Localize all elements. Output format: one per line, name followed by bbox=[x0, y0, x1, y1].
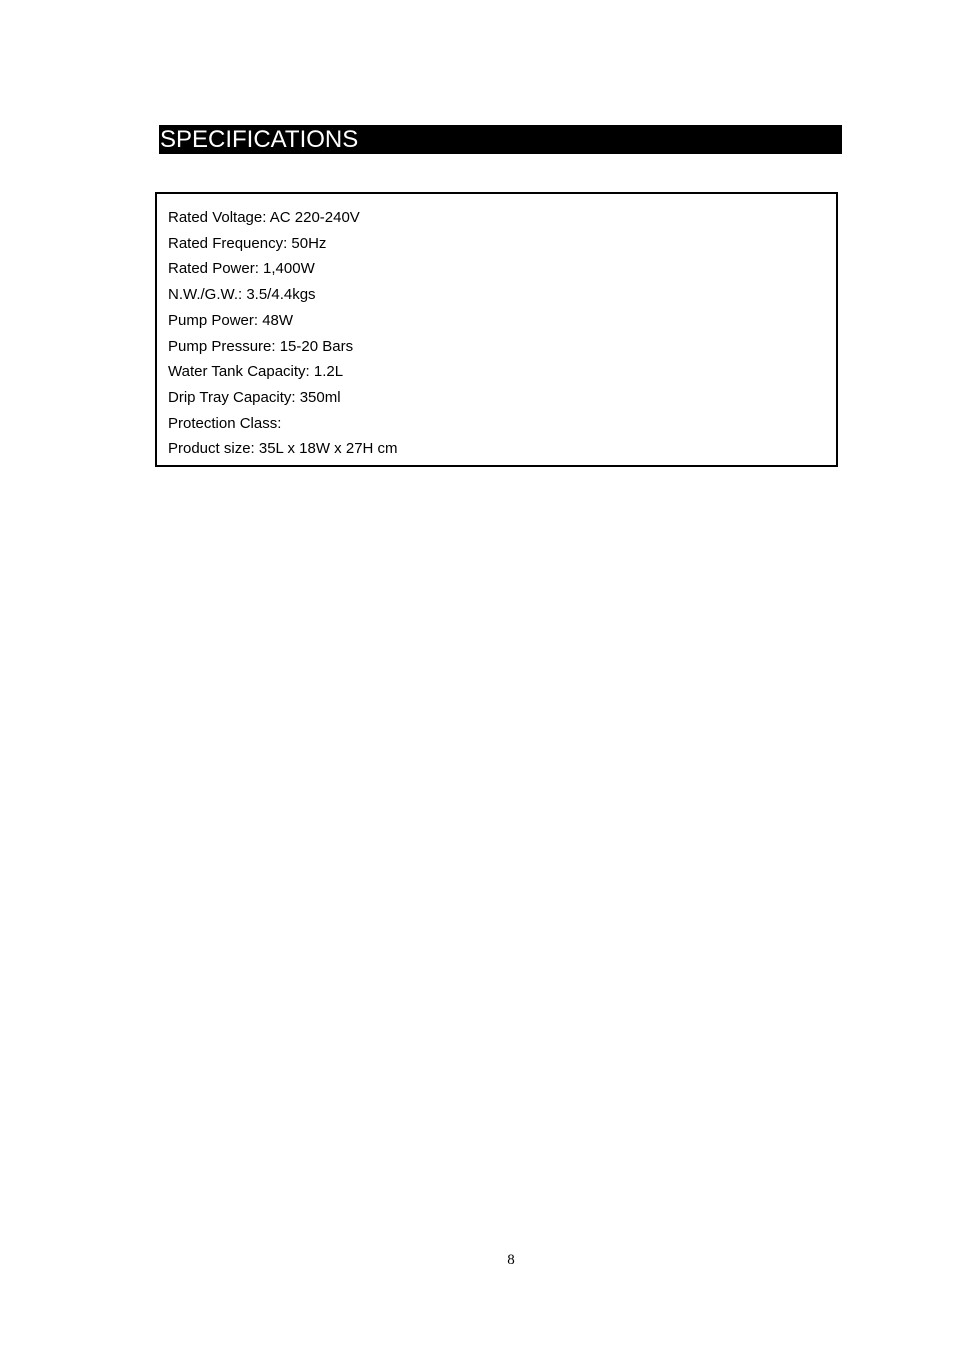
spec-water-tank-capacity: Water Tank Capacity: 1.2L bbox=[168, 363, 344, 381]
spec-weight: N.W./G.W.: 3.5/4.4kgs bbox=[168, 286, 316, 304]
spec-product-size: Product size: 35L x 18W x 27H cm bbox=[168, 440, 398, 458]
spec-pump-power: Pump Power: 48W bbox=[168, 311, 294, 329]
spec-drip-tray-capacity: Drip Tray Capacity: 350ml bbox=[168, 388, 341, 406]
page-number: 8 bbox=[507, 1252, 515, 1268]
spec-rated-voltage: Rated Voltage: AC 220-240V bbox=[168, 209, 360, 226]
specifications-box bbox=[155, 192, 838, 467]
section-title: SPECIFICATIONS bbox=[159, 125, 842, 154]
spec-rated-power: Rated Power: 1,400W bbox=[168, 260, 315, 278]
spec-list bbox=[168, 205, 836, 462]
spec-pump-pressure: Pump Pressure: 15-20 Bars bbox=[168, 337, 354, 355]
spec-rated-frequency: Rated Frequency: 50Hz bbox=[168, 234, 327, 252]
spec-protection-class: Protection Class: bbox=[168, 414, 282, 432]
